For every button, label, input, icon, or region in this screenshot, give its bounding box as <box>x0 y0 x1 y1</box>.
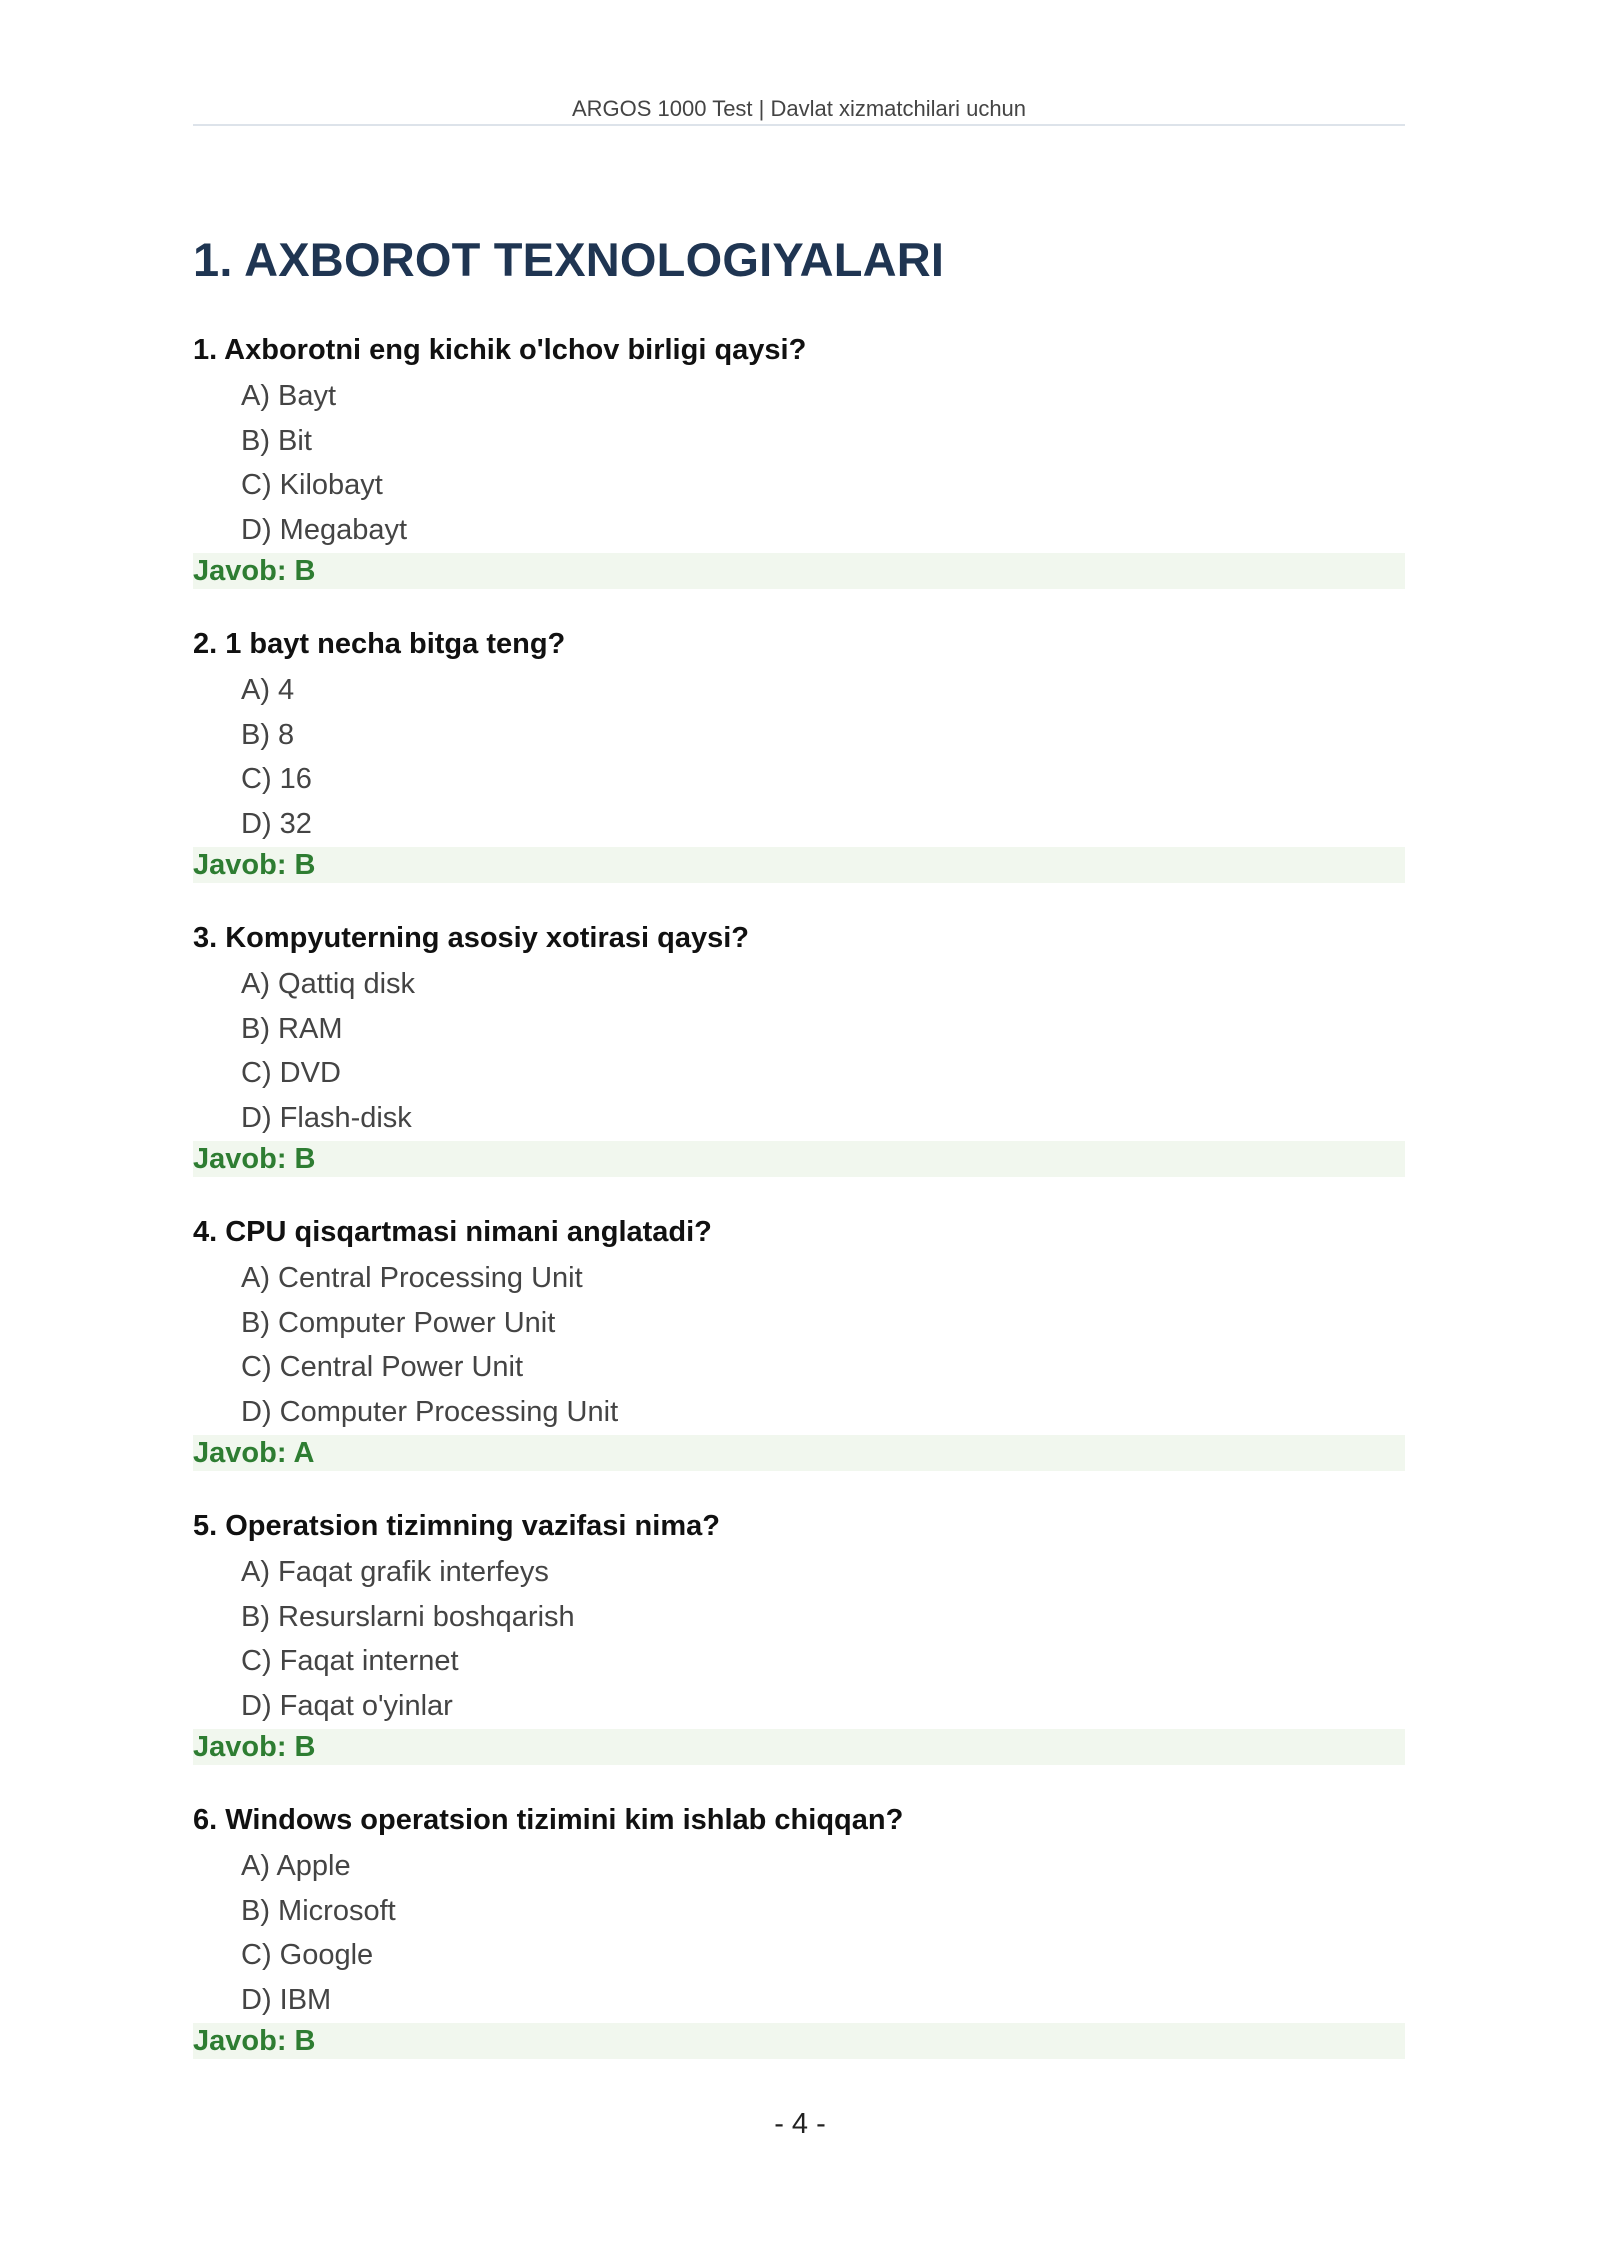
option-d: D) IBM <box>241 1983 332 2016</box>
question-block <box>193 1210 1405 1471</box>
option-d: D) Faqat o'yinlar <box>241 1689 453 1722</box>
answer-line: Javob: A <box>193 1435 1405 1471</box>
option-d: D) 32 <box>241 807 312 840</box>
page-content <box>193 228 1405 2092</box>
option-a: A) Qattiq disk <box>241 968 416 1000</box>
section-title: 1. AXBOROT TEXNOLOGIYALARI <box>193 233 945 286</box>
option-c: C) Google <box>241 1939 374 1971</box>
question-block <box>193 1504 1405 1765</box>
option-c: C) 16 <box>241 763 312 795</box>
option-a: A) Central Processing Unit <box>241 1262 583 1294</box>
option-c: C) Kilobayt <box>241 469 383 501</box>
option-b: B) RAM <box>241 1012 343 1045</box>
answer-line: Javob: B <box>193 847 1405 883</box>
option-b: B) Resurslarni boshqarish <box>241 1600 575 1633</box>
option-a: A) Faqat grafik interfeys <box>241 1556 549 1588</box>
option-a: A) Bayt <box>241 380 337 412</box>
header-divider <box>193 124 1405 126</box>
answer-line: Javob: B <box>193 2023 1405 2059</box>
question-block <box>193 916 1405 1177</box>
answer-line: Javob: B <box>193 1729 1405 1765</box>
option-c: C) DVD <box>241 1057 341 1089</box>
question-block <box>193 1798 1405 2059</box>
answer-line: Javob: B <box>193 1141 1405 1177</box>
question-block <box>193 622 1405 883</box>
option-d: D) Megabayt <box>241 513 408 546</box>
option-b: B) Computer Power Unit <box>241 1306 556 1339</box>
page-number: - 4 - <box>774 2108 826 2140</box>
option-b: B) Bit <box>241 424 312 457</box>
option-b: B) Microsoft <box>241 1894 396 1927</box>
option-d: D) Flash-disk <box>241 1101 412 1134</box>
option-c: C) Faqat internet <box>241 1645 459 1677</box>
answer-line: Javob: B <box>193 553 1405 589</box>
option-c: C) Central Power Unit <box>241 1351 524 1383</box>
question-text: 6. Windows operatsion tizimini kim ishlab chiqqan? <box>193 1804 904 1836</box>
question-text: 2. 1 bayt necha bitga teng? <box>193 628 566 660</box>
option-b: B) 8 <box>241 718 295 751</box>
question-text: 5. Operatsion tizimning vazifasi nima? <box>193 1510 720 1542</box>
question-block <box>193 328 1405 589</box>
option-d: D) Computer Processing Unit <box>241 1395 619 1428</box>
question-text: 4. CPU qisqartmasi nimani anglatadi? <box>193 1216 712 1248</box>
question-text: 3. Kompyuterning asosiy xotirasi qaysi? <box>193 922 749 954</box>
option-a: A) 4 <box>241 674 295 706</box>
page-header: ARGOS 1000 Test | Davlat xizmatchilari uchun <box>571 96 1027 121</box>
option-a: A) Apple <box>241 1850 351 1882</box>
question-text: 1. Axborotni eng kichik o'lchov birligi qaysi? <box>193 334 807 366</box>
